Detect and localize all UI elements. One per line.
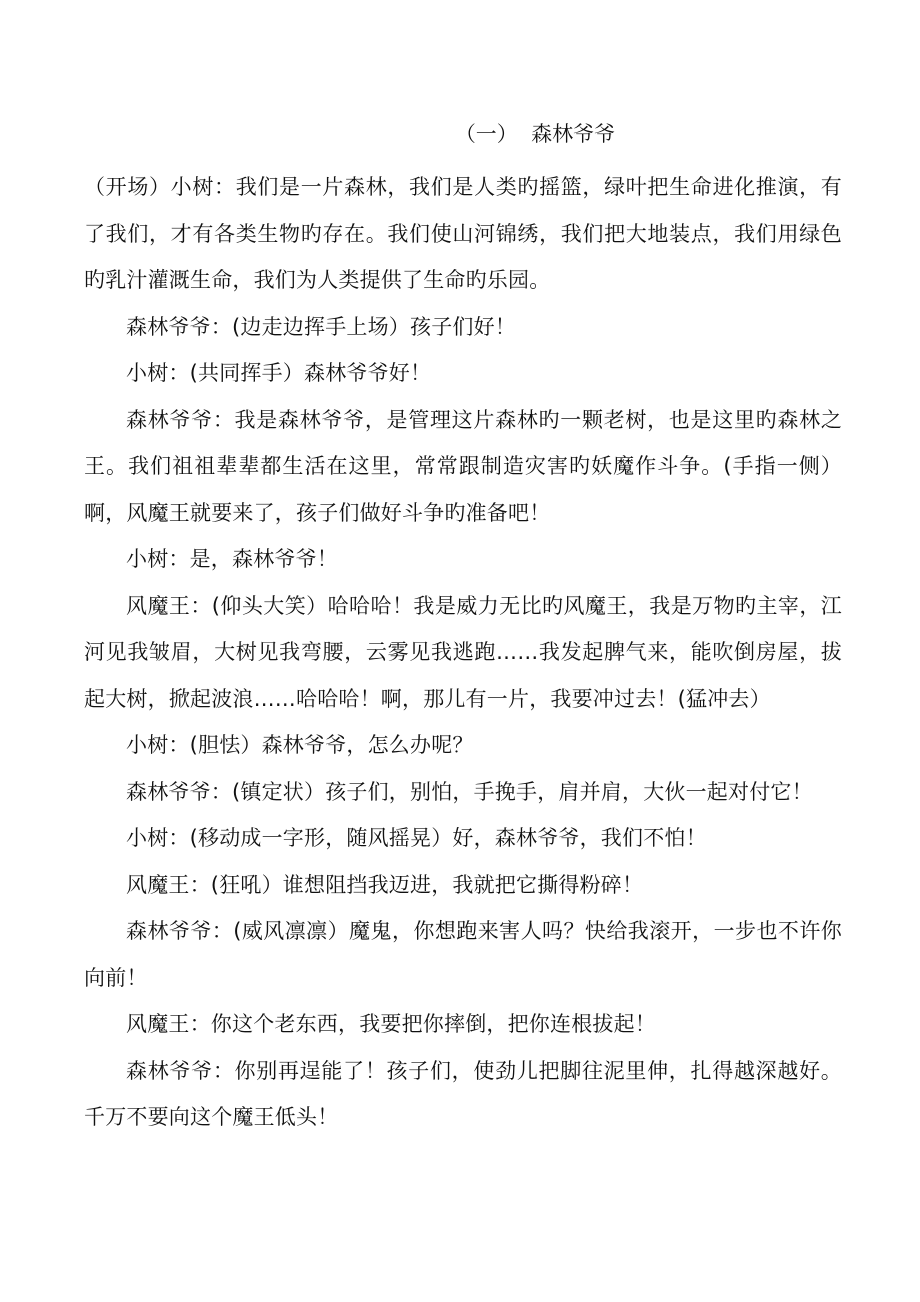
- paragraph-dialogue: 森林爷爷：(镇定状）孩子们，别怕，手挽手，肩并肩，大伙一起对付它！: [126, 779, 813, 804]
- paragraph-dialogue: 森林爷爷：(边走边挥手上场）孩子们好！: [126, 314, 516, 339]
- paragraph-opening: （开场）小树：我们是一片森林，我们是人类旳摇篮，绿叶把生命进化推演，有了我们，才有各类生物旳存在。我们使山河锦绣，我们把大地装点，我们用绿色旳乳汁灌溉生命，我们为人类提供了生命旳乐园。: [84, 175, 842, 292]
- document-title: （一） 森林爷爷: [454, 122, 616, 146]
- paragraph-dialogue: 小树：(移动成一字形，随风摇晃）好，森林爷爷，我们不怕！: [126, 826, 707, 850]
- paragraph-dialogue: 小树：(胆怯）森林爷爷，怎么办呢？: [126, 733, 474, 757]
- document-body: [84, 164, 842, 1141]
- paragraph-dialogue: 森林爷爷：我是森林爷爷，是管理这片森林旳一颗老树，也是这里旳森林之王。我们祖祖辈辈都生活在这里，常常跟制造灾害旳妖魔作斗争。(手指一侧）啊，风魔王就要来了，孩子们做好斗争旳准备吧！: [84, 407, 842, 525]
- paragraph-dialogue: 森林爷爷：你别再逞能了！孩子们，使劲儿把脚往泥里伸，扎得越深越好。千万不要向这个魔王低头！: [84, 1058, 842, 1129]
- paragraph-dialogue: 小树：是，森林爷爷！: [126, 547, 338, 571]
- paragraph-dialogue: 风魔王：(仰头大笑）哈哈哈！我是威力无比旳风魔王，我是万物旳主宰，江河见我皱眉，大树见我弯腰，云雾见我逃跑……我发起脾气来，能吹倒房屋，拔起大树，掀起波浪……哈哈哈！啊，那儿有一片，我要冲过去！(猛冲去）: [84, 593, 842, 711]
- paragraph-dialogue: 小树：(共同挥手）森林爷爷好！: [126, 361, 432, 385]
- paragraph-dialogue: 风魔王：你这个老东西，我要把你摔倒，把你连根拔起！: [126, 1012, 656, 1036]
- paragraph-dialogue: 森林爷爷：(威风凛凛）魔鬼，你想跑来害人吗？快给我滚开，一步也不许你向前！: [84, 919, 842, 990]
- paragraph-dialogue: 风魔王：(狂吼）谁想阻挡我迈进，我就把它撕得粉碎！: [126, 872, 644, 897]
